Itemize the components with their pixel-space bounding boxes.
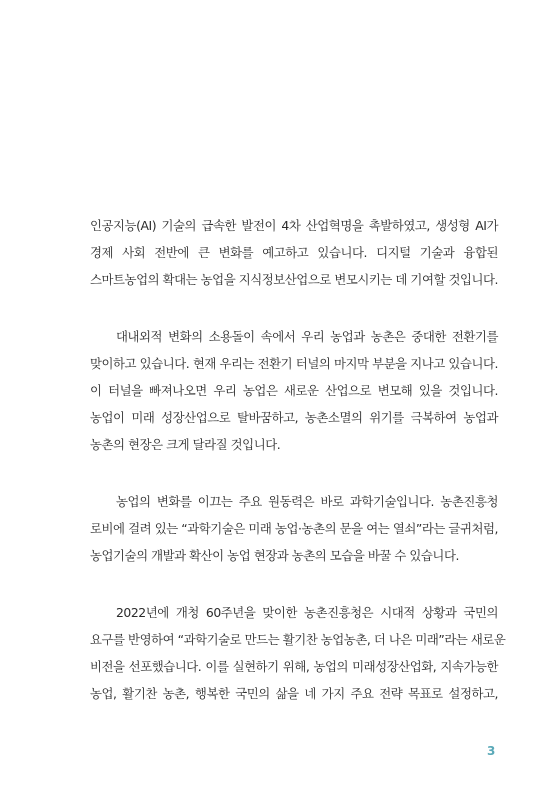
text-line: 농업기술의 개발과 확산이 농업 현장과 농촌의 모습을 바꿀 수 있습니다. (90, 548, 459, 563)
page-number: 3 (487, 744, 496, 758)
body-text (90, 212, 506, 737)
text-line: 농업, 활기찬 농촌, 행복한 국민의 삶을 네 가지 주요 전략 목표로 설정하고, (90, 686, 498, 701)
text-line: 경제 사회 전반에 큰 변화를 예고하고 있습니다. 디지털 기술과 융합된 (90, 245, 498, 260)
text-line: 대내외적 변화의 소용돌이 속에서 우리 농업과 농촌은 중대한 전환기를 (116, 329, 498, 344)
text-line: 이 터널을 빠져나오면 우리 농업은 새로운 산업으로 변모해 있을 것입니다. (90, 383, 498, 398)
paragraph-4 (90, 599, 506, 707)
text-line: 요구를 반영하여 “과학기술로 만드는 활기찬 농업농촌, 더 나은 미래”라는 새로운 (90, 632, 506, 647)
text-line: 맞이하고 있습니다. 현재 우리는 전환기 터널의 마지막 부분을 지나고 있습니다. (90, 356, 498, 371)
text-line: 2022년에 개청 60주년을 맞이한 농촌진흥청은 시대적 상황과 국민의 (116, 605, 498, 620)
text-line: 농촌의 현장은 크게 달라질 것입니다. (90, 437, 281, 452)
text-line: 비전을 선포했습니다. 이를 실현하기 위해, 농업의 미래성장산업화, 지속가능한 (90, 659, 498, 674)
paragraph-2 (90, 323, 498, 458)
text-line: 로비에 걸려 있는 “과학기술은 미래 농업·농촌의 문을 여는 열쇠”라는 글귀처럼, (90, 521, 498, 536)
text-line: 농업이 미래 성장산업으로 탈바꿈하고, 농촌소멸의 위기를 극복하여 농업과 (90, 410, 498, 425)
paragraph-3 (90, 488, 498, 569)
text-line: 스마트농업의 확대는 농업을 지식정보산업으로 변모시키는 데 기여할 것입니다. (90, 272, 499, 287)
text-line: 인공지능(AI) 기술의 급속한 발전이 4차 산업혁명을 촉발하였고, 생성형 AI가 (90, 218, 498, 233)
paragraph-1 (90, 212, 498, 293)
text-line: 농업의 변화를 이끄는 주요 원동력은 바로 과학기술입니다. 농촌진흥청 (116, 494, 498, 509)
